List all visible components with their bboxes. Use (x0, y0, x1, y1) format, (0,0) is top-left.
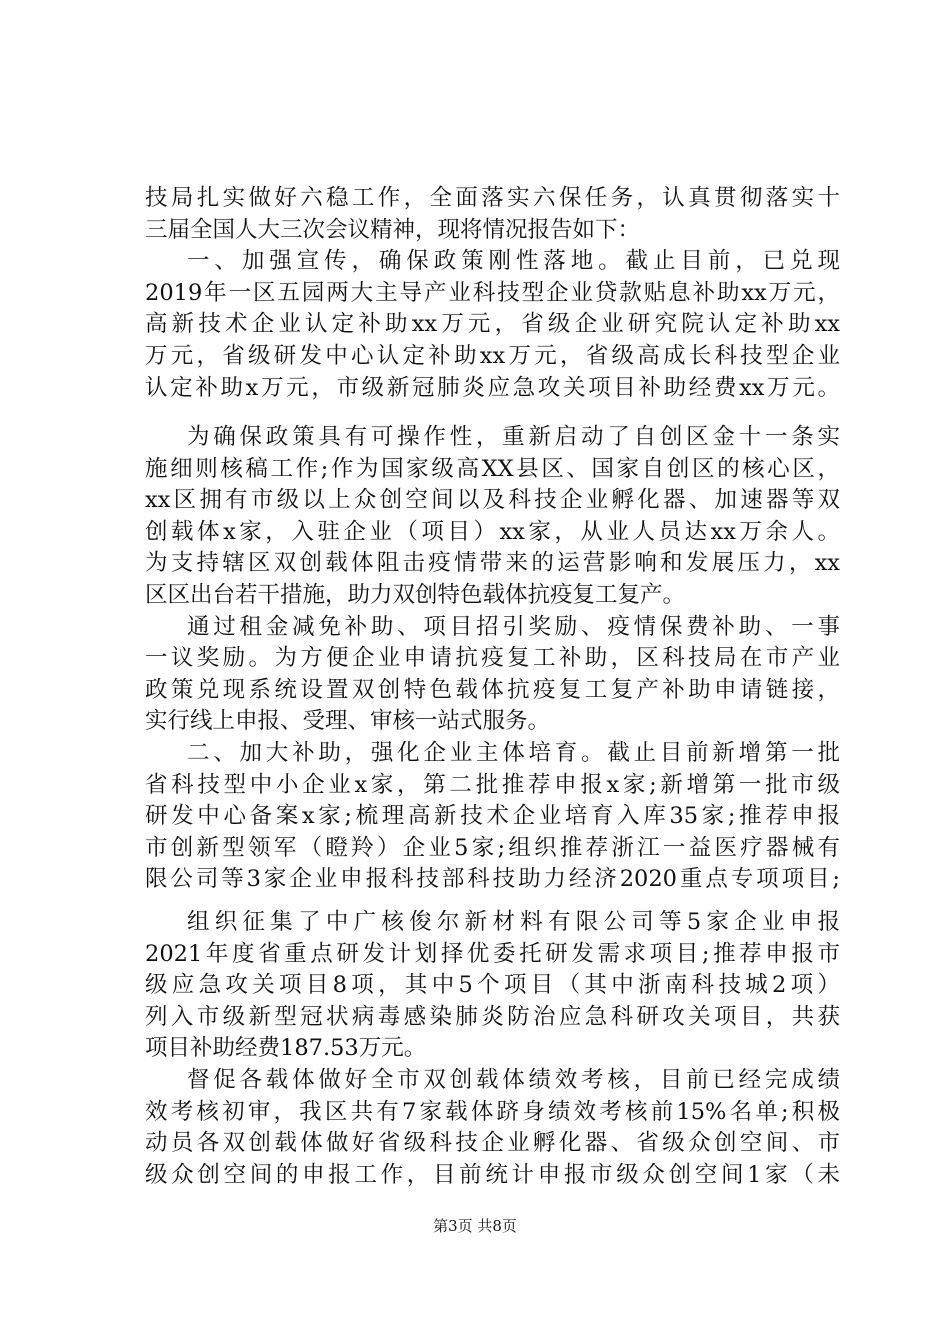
text-line: 区区出台若干措施，助力双创特色载体抗疫复工复产。 (145, 581, 686, 608)
page-number-footer: 第3页 共8页 (433, 1217, 517, 1235)
text-line: 级应急攻关项目8项，其中5个项目（其中浙南科技城2项） (145, 972, 840, 999)
text-line: 效考核初审，我区共有7家载体跻身绩效考核前15%名单;积极 (145, 1098, 840, 1125)
text-line: 督促各载体做好全市双创载体绩效考核，目前已经完成绩 (187, 1066, 840, 1093)
text-line: 为确保政策具有可操作性，重新启动了自创区金十一条实 (187, 424, 840, 450)
text-line: 2021年度省重点研发计划择优委托研发需求项目;推荐申报市 (145, 940, 840, 967)
text-line: 组织征集了中广核俊尔新材料有限公司等5家企业申报 (187, 909, 840, 935)
text-line: 三届全国人大三次会议精神，现将情况报告如下： (145, 216, 641, 243)
text-line: 创载体x家，入驻企业（项目）xx家，从业人员达xx万余人。 (145, 518, 840, 545)
text-line: 为支持辖区双创载体阻击疫情带来的运营影响和发展压力，xx (145, 550, 840, 577)
text-line: 施细则核稿工作;作为国家级高XX县区、国家自创区的核心区， (145, 455, 840, 482)
text-line: 级众创空间的申报工作，目前统计申报市级众创空间1家（未 (145, 1161, 840, 1188)
text-line: 二、加大补助，强化企业主体培育。截止目前新增第一批 (187, 739, 840, 766)
text-line: 省科技型中小企业x家，第二批推荐申报x家;新增第一批市级 (145, 771, 840, 798)
text-line: xx区拥有市级以上众创空间以及科技企业孵化器、加速器等双 (145, 487, 840, 514)
text-line: 动员各双创载体做好省级科技企业孵化器、省级众创空间、市 (145, 1130, 840, 1157)
text-line: 限公司等3家企业申报科技部科技助力经济2020重点专项项目; (145, 866, 840, 893)
text-line: 政策兑现系统设置双创特色载体抗疫复工复产补助申请链接， (145, 676, 840, 703)
paragraph-block-1 (145, 183, 840, 404)
paragraph-block-2 (145, 422, 840, 896)
text-line: 列入市级新型冠状病毒感染肺炎防治应急科研攻关项目，共获 (145, 1003, 840, 1030)
text-line: 研发中心备案x家;梳理高新技术企业培育入库35家;推荐申报 (145, 803, 840, 830)
text-line: 项目补助经费187.53万元。 (145, 1035, 427, 1062)
text-line: 市创新型领军（瞪羚）企业5家;组织推荐浙江一益医疗器械有 (145, 834, 840, 861)
text-line: 认定补助x万元，市级新冠肺炎应急攻关项目补助经费xx万元。 (145, 374, 840, 401)
text-line: 实行线上申报、受理、审核一站式服务。 (145, 708, 551, 735)
text-line: 一议奖励。为方便企业申请抗疫复工补助，区科技局在市产业 (145, 645, 840, 672)
text-line: 万元，省级研发中心认定补助xx万元，省级高成长科技型企业 (145, 342, 840, 369)
text-line: 一、加强宣传，确保政策刚性落地。截止目前，已兑现 (187, 248, 840, 275)
text-line: 技局扎实做好六稳工作，全面落实六保任务，认真贯彻落实十 (145, 185, 840, 211)
text-line: 高新技术企业认定补助xx万元，省级企业研究院认定补助xx (145, 311, 840, 338)
paragraph-block-3 (145, 907, 840, 1191)
text-line: 通过租金减免补助、项目招引奖励、疫情保费补助、一事 (187, 613, 840, 640)
text-line: 2019年一区五园两大主导产业科技型企业贷款贴息补助xx万元， (145, 279, 840, 306)
